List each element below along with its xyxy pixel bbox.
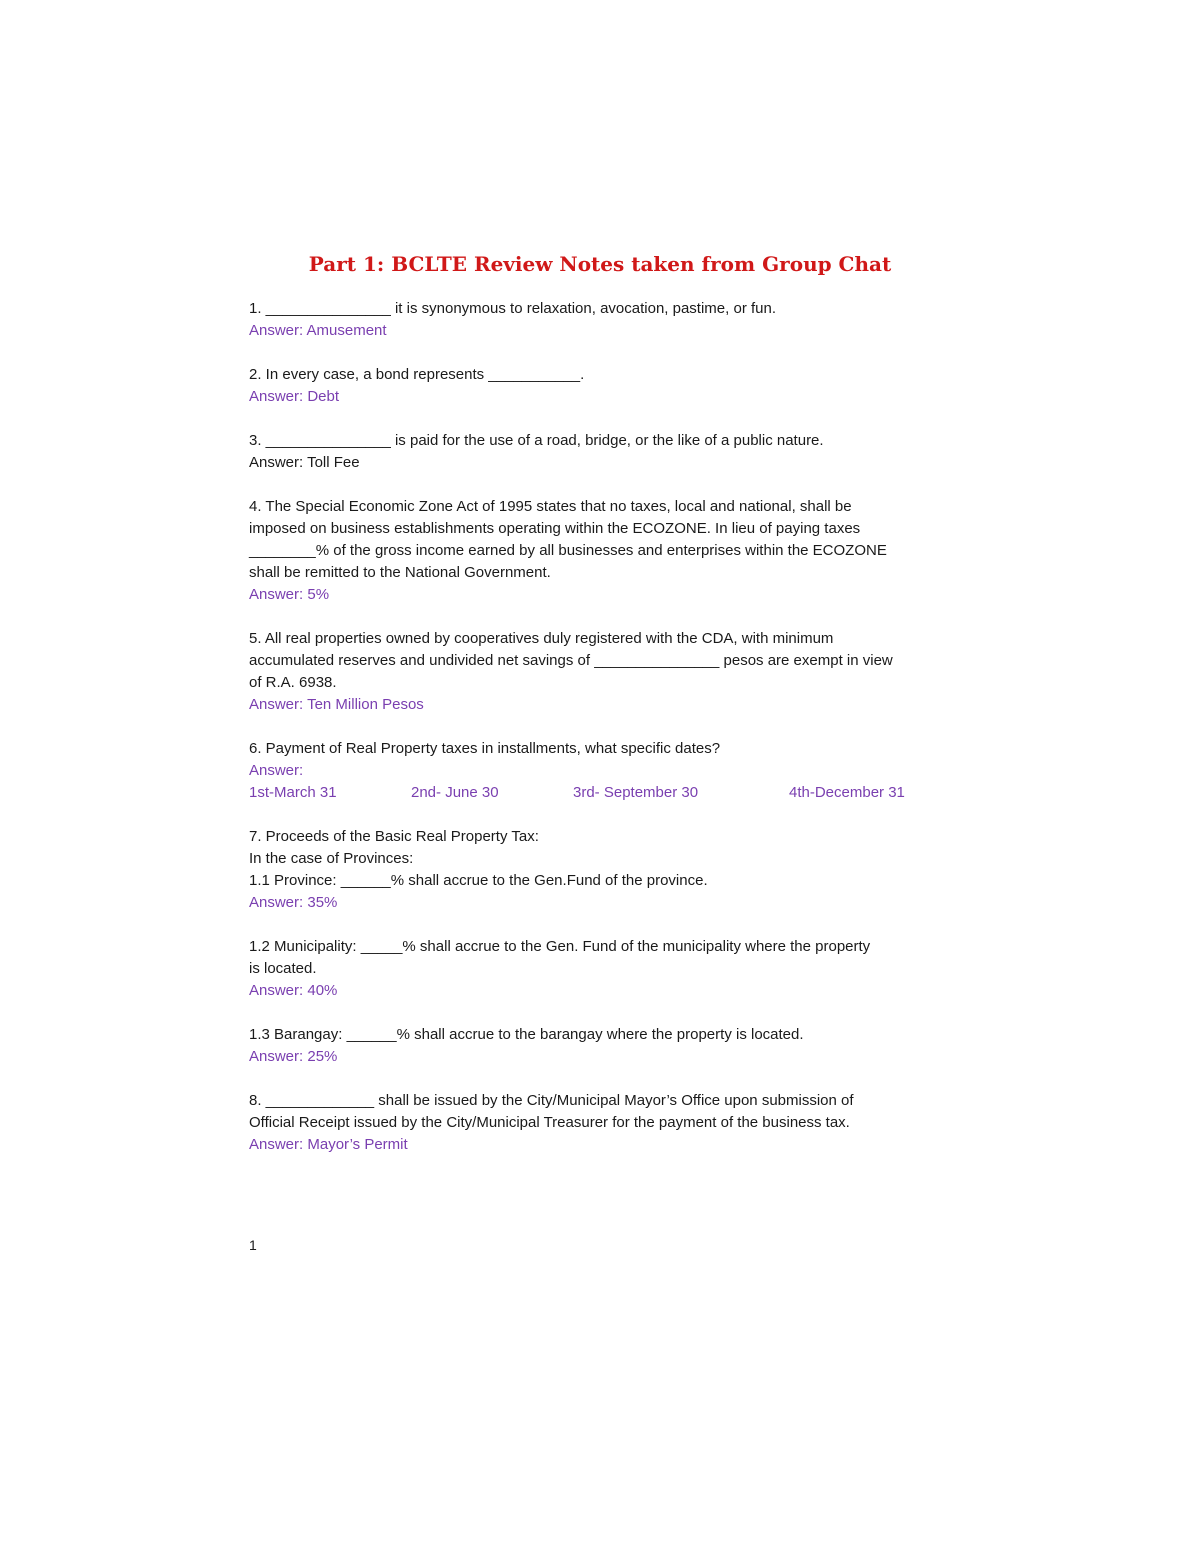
question-8-text-line-2: Official Receipt issued by the City/Municipal Treasurer for the payment of the business tax. xyxy=(249,1114,850,1131)
question-4-text-line-2: imposed on business establishments operating within the ECOZONE. In lieu of paying taxes xyxy=(249,520,861,537)
question-7-barangay-text: 1.3 Barangay: ______% shall accrue to the barangay where the property is located. xyxy=(249,1026,804,1043)
question-3-answer: Answer: Toll Fee xyxy=(249,454,360,471)
question-4-text-line-1: 4. The Special Economic Zone Act of 1995 states that no taxes, local and national, shall be xyxy=(249,498,852,515)
question-4-answer: Answer: 5% xyxy=(249,586,330,603)
question-6-text: 6. Payment of Real Property taxes in installments, what specific dates? xyxy=(249,740,721,757)
question-1-text: 1. _______________ it is synonymous to relaxation, avocation, pastime, or fun. xyxy=(249,300,776,317)
question-7-barangay-answer: Answer: 25% xyxy=(249,1048,338,1065)
question-6-answer-label: Answer: xyxy=(249,762,304,779)
question-7-municipality-text-line-2: is located. xyxy=(249,960,317,977)
page-title: Part 1: BCLTE Review Notes taken from Group Chat xyxy=(308,252,892,276)
question-5-text-line-2: accumulated reserves and undivided net savings of _______________ pesos are exempt in view xyxy=(249,652,893,669)
question-7-municipality-answer: Answer: 40% xyxy=(249,982,338,999)
installment-date-2: 2nd- June 30 xyxy=(411,784,499,801)
question-3-text: 3. _______________ is paid for the use of a road, bridge, or the like of a public nature. xyxy=(249,432,824,449)
question-7-province-text: 1.1 Province: ______% shall accrue to the Gen.Fund of the province. xyxy=(249,872,708,889)
question-4-text-line-4: shall be remitted to the National Government. xyxy=(249,564,551,581)
question-4-text-line-3: ________% of the gross income earned by all businesses and enterprises within the ECOZONE xyxy=(249,542,887,559)
question-2-text: 2. In every case, a bond represents ___________. xyxy=(249,366,585,383)
question-2-answer: Answer: Debt xyxy=(249,388,340,405)
question-8-answer: Answer: Mayor’s Permit xyxy=(249,1136,408,1153)
review-notes-body xyxy=(249,298,959,1156)
question-7-municipality-text-line-1: 1.2 Municipality: _____% shall accrue to the Gen. Fund of the municipality where the property xyxy=(249,938,871,955)
question-7-subheading: In the case of Provinces: xyxy=(249,850,414,867)
installment-dates xyxy=(249,782,959,804)
question-5-answer: Answer: Ten Million Pesos xyxy=(249,696,424,713)
installment-date-3: 3rd- September 30 xyxy=(573,784,699,801)
question-5-text-line-1: 5. All real properties owned by cooperatives duly registered with the CDA, with minimum xyxy=(249,630,834,647)
question-8-text-line-1: 8. _____________ shall be issued by the City/Municipal Mayor’s Office upon submission of xyxy=(249,1092,854,1109)
installment-date-4: 4th-December 31 xyxy=(789,784,905,801)
installment-date-1: 1st-March 31 xyxy=(249,784,337,801)
question-5-text-line-3: of R.A. 6938. xyxy=(249,674,337,691)
question-7-text: 7. Proceeds of the Basic Real Property Tax: xyxy=(249,828,539,845)
question-7-province-answer: Answer: 35% xyxy=(249,894,338,911)
question-1-answer: Answer: Amusement xyxy=(249,322,387,339)
page-number: 1 xyxy=(249,1237,257,1253)
